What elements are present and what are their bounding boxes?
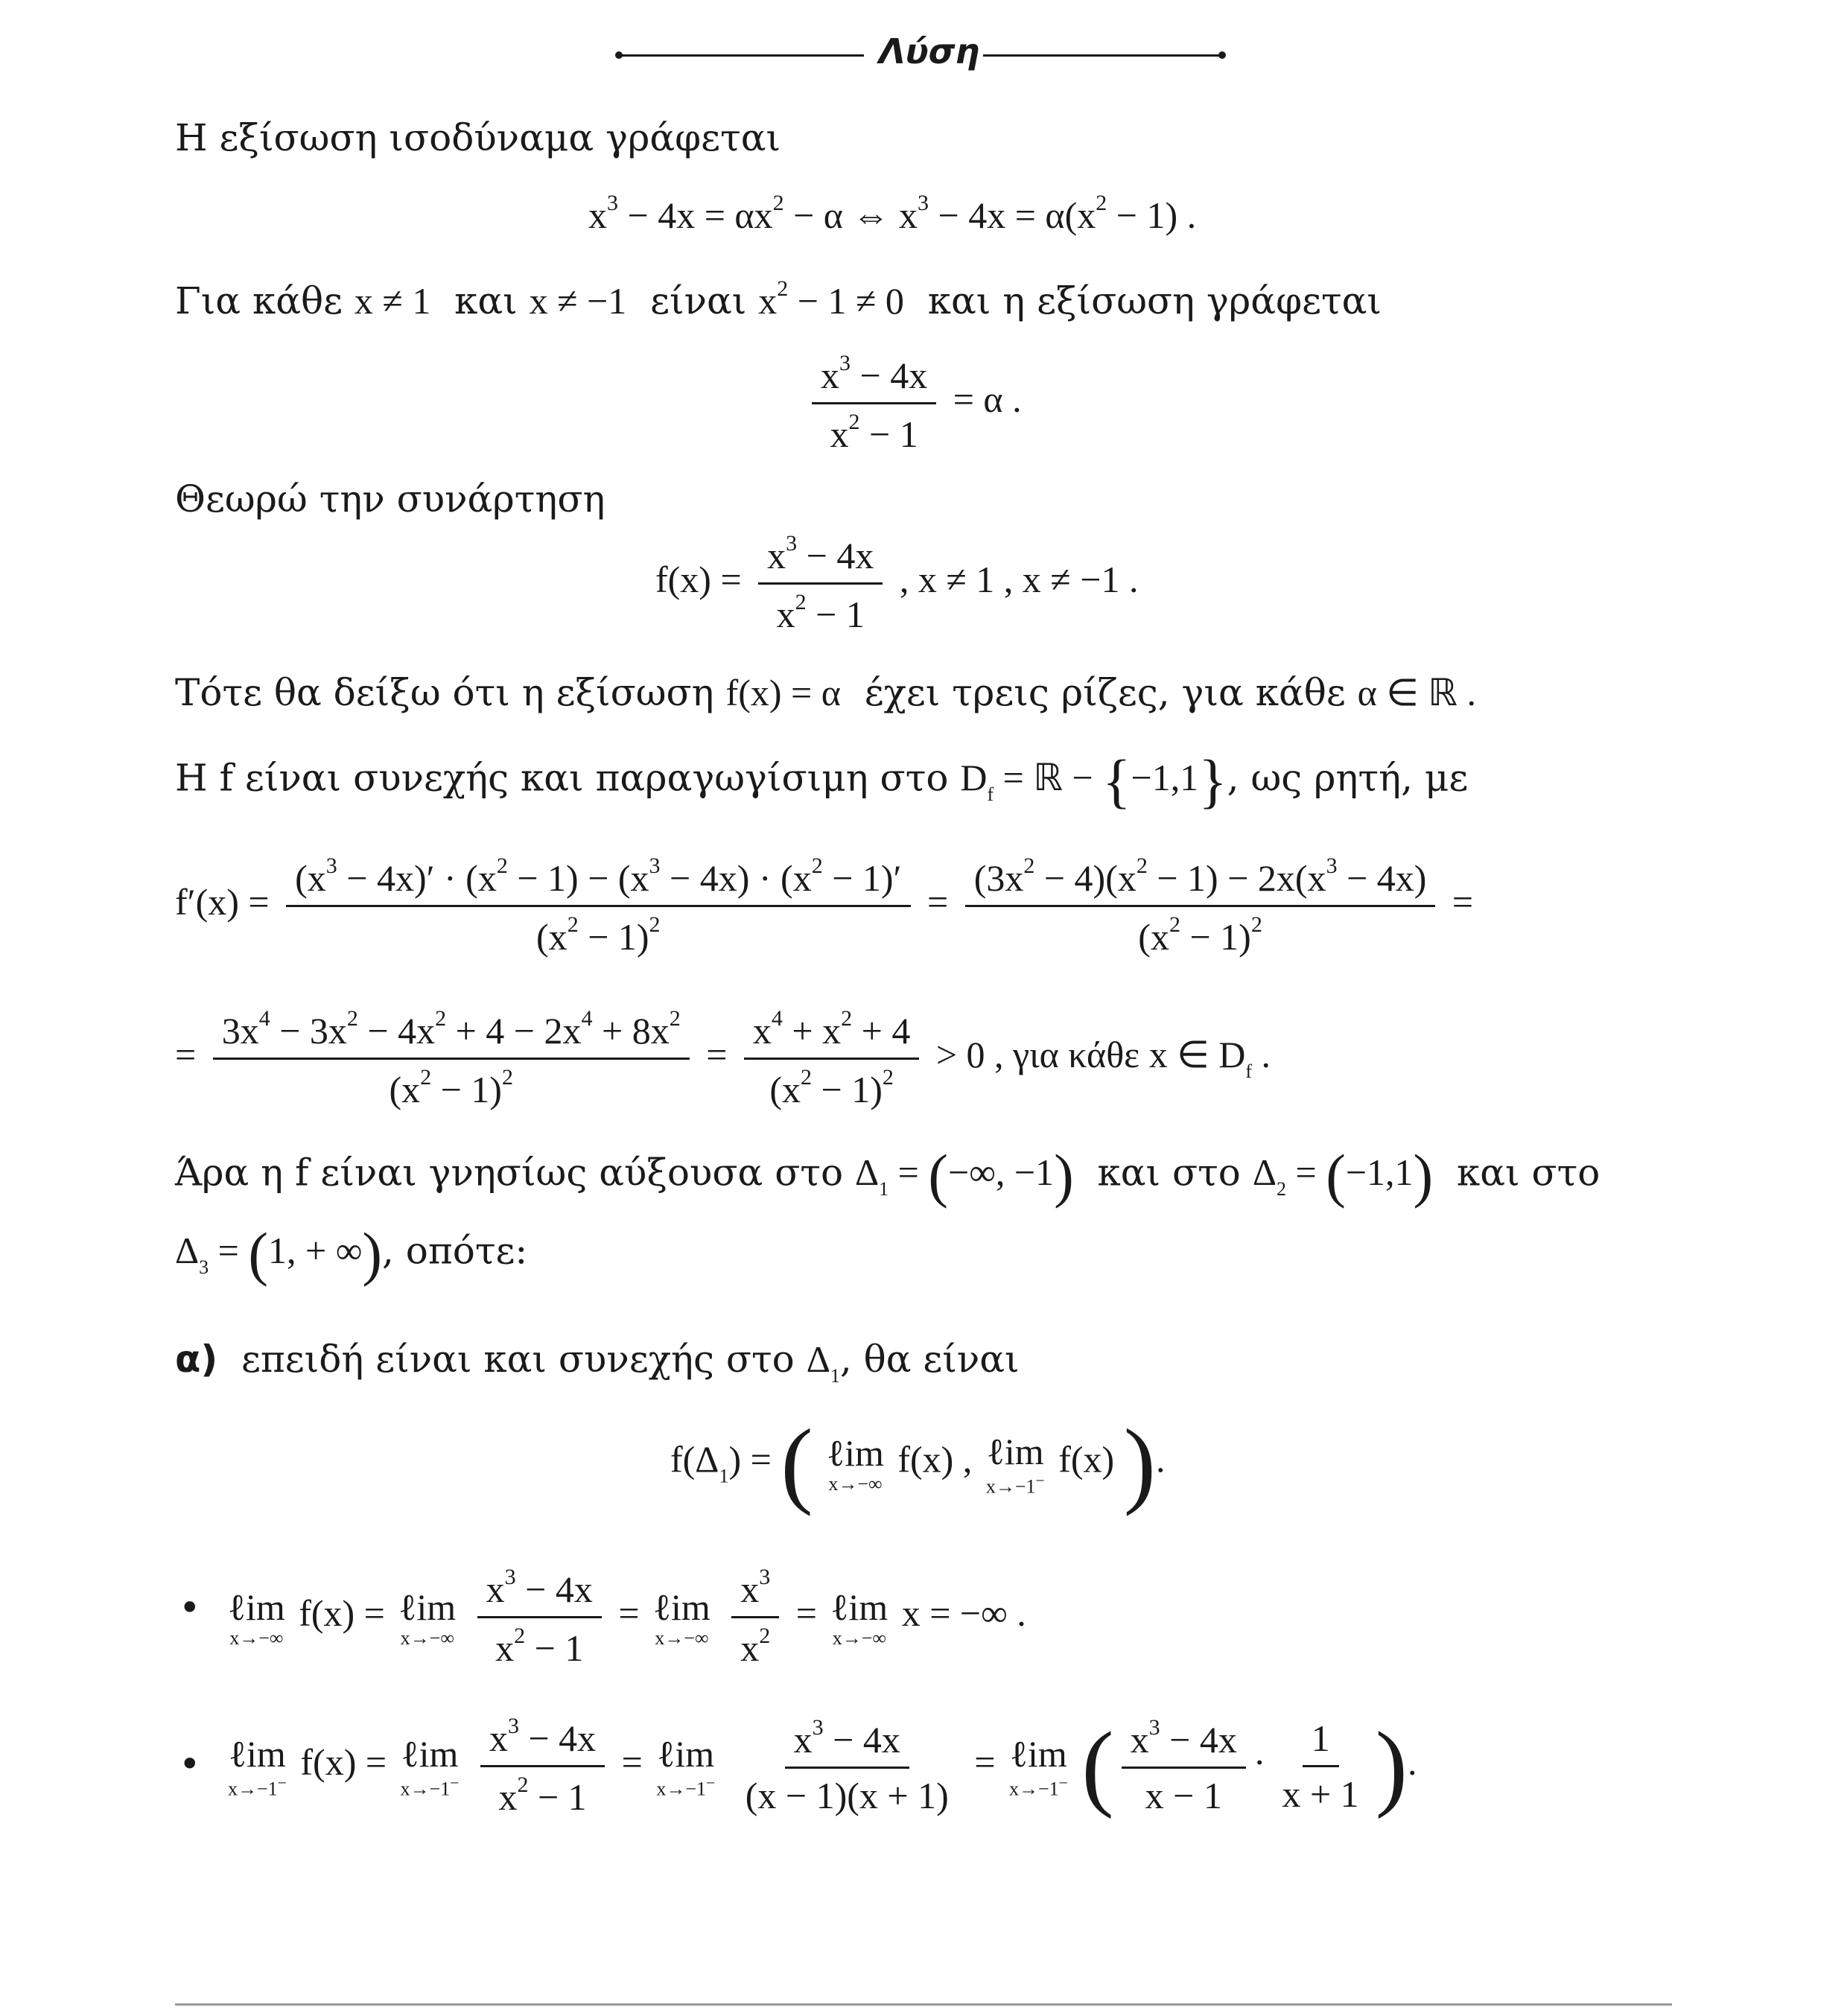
item-alpha-label: α) [175,1338,218,1381]
equation-3: f(x) = $\frac{x^3 - 4x}{x^2 - 1}$ , x ≠ 1 , x ≠ −1 . [655,531,1139,635]
equation-f-delta1: $f(\Delta_1)$ = ( ℓim x→−∞ f(x) , ℓim x→−1− f(x) ). [670,1410,1166,1517]
paragraph-2: Για κάθε x ≠ 1 και x ≠ −1 είναι $x^2 - 1 \ne 0$ και η εξίσωση γράφεται [175,276,1382,322]
bullet-1-equation: ℓim x→−∞ f(x) = ℓim x→−∞ $\frac{x^3 - 4x}{x^2 - 1}$ = ℓim x→−∞ $\frac{x^3}{x^2}$ = ℓim x→−∞ x = −∞ . [228,1565,1026,1669]
title-rule-left [618,54,864,57]
title-rule-right [983,54,1221,57]
equation-2: $\frac{x^3 - 4x}{x^2 - 1}$ = α . [804,350,1022,457]
paragraph-1: Η εξίσωση ισοδύναμα γράφεται [175,116,781,159]
paragraph-6: Άρα η f είναι γνησίως αύξουσα στο $\Delta_1$ = (−∞, −1) και στο $\Delta_2 = (-1,1)$ και στο [175,1144,1600,1209]
bullet-2-equation: ℓim x→−1− f(x) = ℓim x→−1− $\frac{x^3 - 4x}{x^2 - 1}$ = ℓim x→−1− $\frac{x^3 - 4x}{(x - 1)(x + 1)}$ = ℓim x→−1− ( $\frac{x^3 - 4x}{x - 1}$ · $\frac{1}{x + 1}$ ). [228,1712,1417,1820]
bullet-1-dot: • [179,1586,201,1629]
footer-rule [175,2003,1672,2006]
derivative-line-1: f′(x) = $\frac{(x^3 - 4x)' \cdot (x^2 - 1) - (x^3 - 4x) \cdot (x^2 - 1)'}{(x^2 - 1)^2}$ = $\frac{(3x^2 - 4)(x^2 - 1) - 2x(x^3 - 4x)}{(x^2 - 1)^2}$ = [175,853,1474,958]
paragraph-4: Τότε θα δείξω ότι η εξίσωση f(x) = α έχει τρεις ρίζες, για κάθε α ∈ ℝ . [175,671,1476,714]
item-alpha: α) επειδή είναι και συνεχής στο $\Delta_1$, θα είναι [175,1338,1020,1387]
equation-1: $x^3 - 4x = \alpha x^2 - \alpha$ ⇔ $x^3 - 4x = \alpha(x^2 - 1)$ . [588,191,1197,236]
title-rule-right-dot [1218,51,1226,59]
paragraph-7: $\Delta_3 = (1$, + ∞), οπότε: [175,1222,528,1288]
derivative-line-2: = $\frac{3x^4 - 3x^2 - 4x^2 + 4 - 2x^4 + 8x^2}{(x^2 - 1)^2}$ = $\frac{x^4 + x^2 + 4}{(x^2 - 1)^2}$ > 0 , για κάθε x ∈ $D_f$ . [175,1006,1271,1110]
bullet-2-dot: • [179,1743,201,1786]
paragraph-5: Η f είναι συνεχής και παραγωγίσιμη στο $D_f$ = ℝ − {−1,1}, ως ρητή, με [175,749,1469,815]
section-title: Λύση [879,31,980,71]
paragraph-3: Θεωρώ την συνάρτηση [175,477,605,521]
